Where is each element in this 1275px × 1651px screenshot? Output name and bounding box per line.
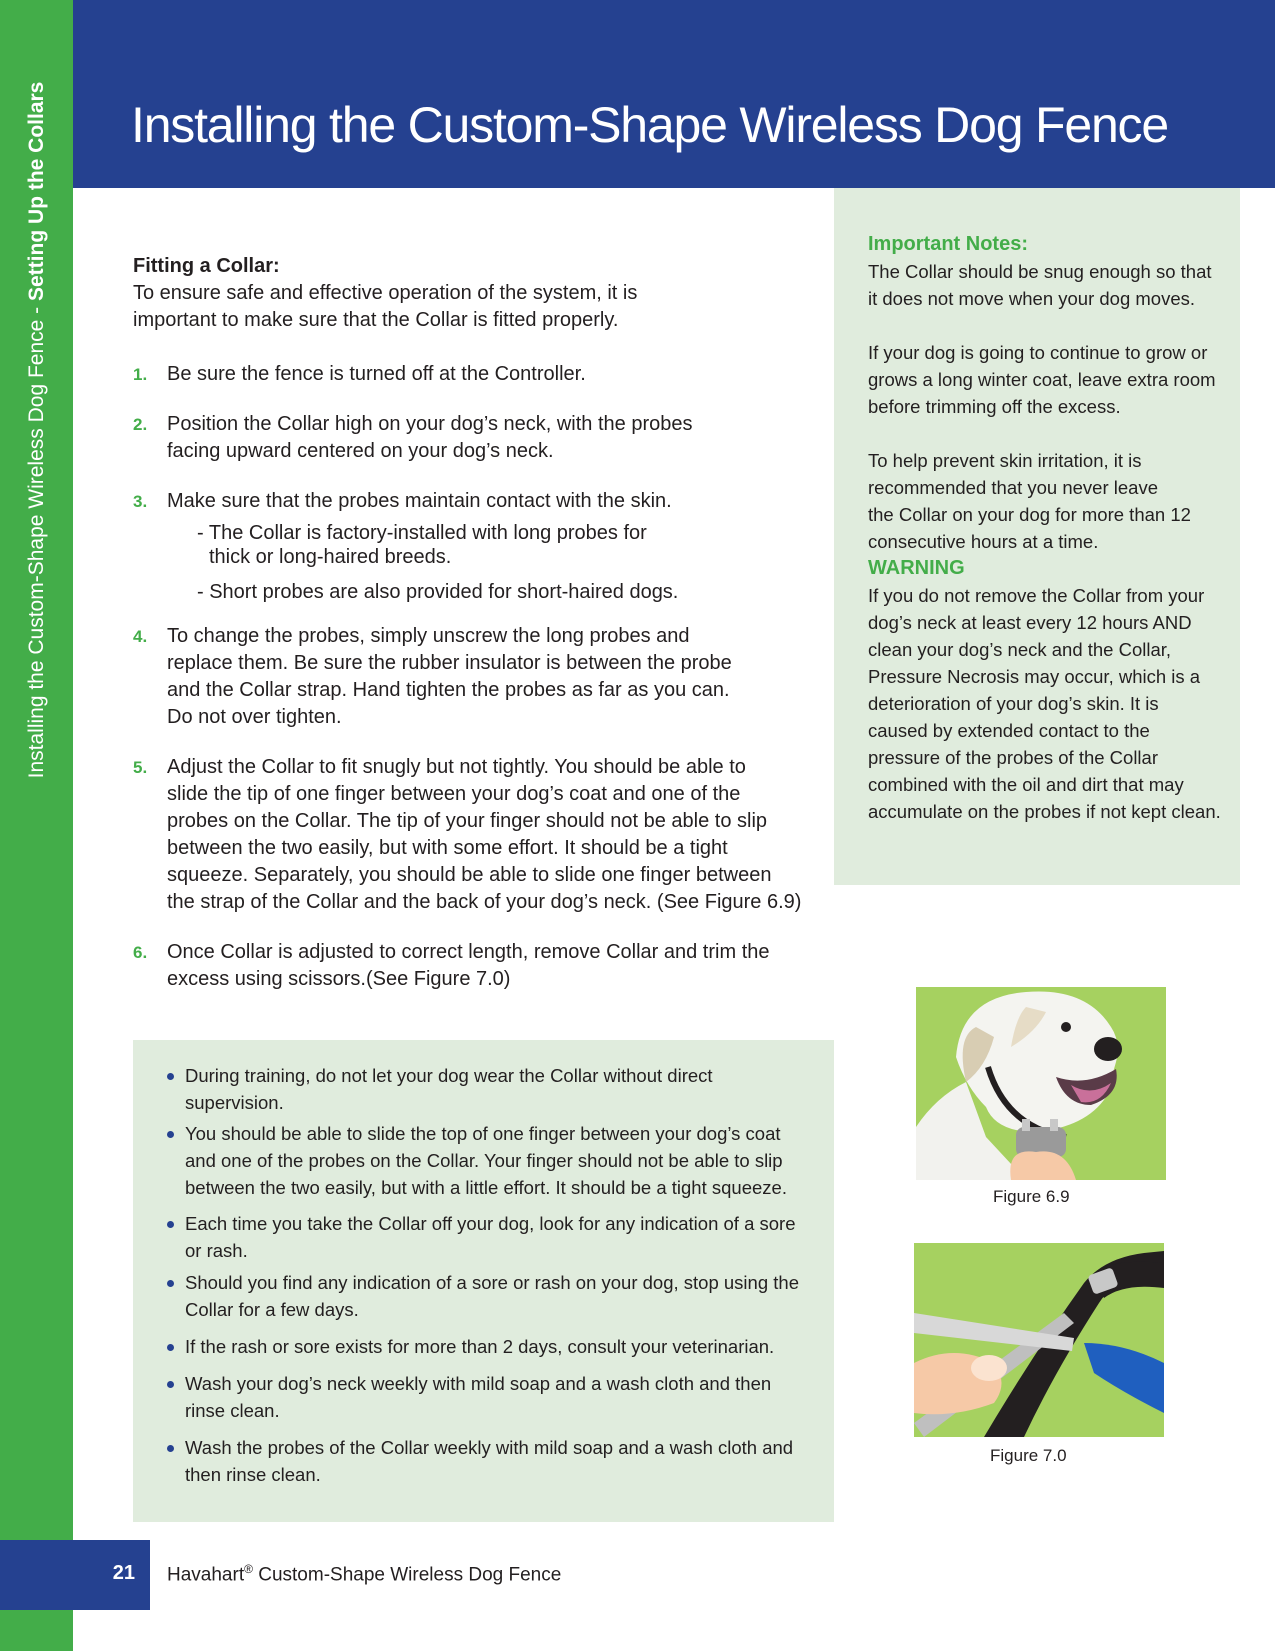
figure-7-0-caption: Figure 7.0 bbox=[990, 1446, 1067, 1465]
list-item: You should be able to slide the top of one finger between your dog’s coat and one of the probes on the Collar. Your finger should not be able to slip between the two easily, but with a little effort. It should be a tight squeeze. bbox=[164, 1120, 804, 1201]
step-1: 1. Be sure the fence is turned off at the Controller. bbox=[133, 361, 833, 388]
figure-dog-collar-image bbox=[916, 987, 1166, 1180]
step-number: 5. bbox=[133, 758, 148, 777]
figure-6-9-caption: Figure 6.9 bbox=[993, 1187, 1070, 1206]
page-title: Installing the Custom-Shape Wireless Dog Fence bbox=[131, 97, 1168, 153]
step-3-note-short: - Short probes are also provided for short-haired dogs. bbox=[197, 581, 679, 603]
intro-text: To ensure safe and effective operation of the system, it is important to make sure that the Collar is fitted properly. bbox=[133, 282, 638, 331]
list-item: If the rash or sore exists for more than 2 days, consult your veterinarian. bbox=[164, 1333, 804, 1360]
side-bar bbox=[0, 0, 73, 1651]
step-number: 3. bbox=[133, 492, 148, 511]
step-number: 6. bbox=[133, 943, 148, 962]
care-tips-list bbox=[164, 1062, 804, 1488]
page-number: 21 bbox=[112, 1562, 135, 1584]
list-item: Should you find any indication of a sore or rash on your dog, stop using the Collar for a few days. bbox=[164, 1269, 804, 1323]
section-heading: Fitting a Collar: bbox=[133, 255, 280, 277]
important-notes-title: Important Notes: bbox=[868, 233, 1028, 255]
step-number: 1. bbox=[133, 365, 148, 384]
page-number-badge bbox=[0, 1540, 150, 1610]
list-item: Wash the probes of the Collar weekly with mild soap and a wash cloth and then rinse clean. bbox=[164, 1434, 804, 1488]
step-number: 4. bbox=[133, 627, 148, 646]
step-4: 4. To change the probes, simply unscrew the long probes and replace them. Be sure the rubber insulator is between the probe and the Collar strap. Hand tighten the probes as far as you can. Do not over tighten. bbox=[133, 625, 732, 728]
step-5: 5. Adjust the Collar to fit snugly but not tightly. You should be able to slide the tip of one finger between your dog’s coat and one of the probes on the Collar. The tip of your finger should not be able to slip between the two easily, but with some effort. It should be a tight squeeze. Separately, you should be able to slide one finger between the strap of the Collar and the back of your dog’s neck. (See Figure 6.9) bbox=[133, 756, 802, 913]
note-paragraph: The Collar should be snug enough so that it does not move when your dog moves. bbox=[868, 261, 1212, 309]
list-item: During training, do not let your dog wear the Collar without direct supervision. bbox=[164, 1062, 804, 1116]
warning-text: If you do not remove the Collar from your dog’s neck at least every 12 hours AND clean your dog’s neck and the Collar, Pressure Necrosis may occur, which is a deterioration of your dog’s skin. It is caused by extended contact to the pressure of the probes of the Collar combined with the oil and dirt that may accumulate on the probes if not kept clean. bbox=[868, 585, 1221, 822]
main-content bbox=[133, 253, 833, 993]
footer-text: Havahart® Custom-Shape Wireless Dog Fence bbox=[167, 1562, 562, 1586]
important-notes-box bbox=[834, 188, 1240, 885]
page-header bbox=[73, 0, 1275, 188]
step-2: 2. Position the Collar high on your dog’s neck, with the probes facing upward centered on your dog’s neck. bbox=[133, 413, 693, 462]
step-number: 2. bbox=[133, 415, 148, 434]
step-3-note-long: - The Collar is factory-installed with long probes for thick or long-haired breeds. bbox=[197, 522, 647, 568]
side-section-label: Installing the Custom-Shape Wireless Dog Fence - Setting Up the Collars bbox=[25, 81, 48, 779]
warning-title: WARNING bbox=[868, 557, 965, 579]
figure-trim-collar-image bbox=[914, 1243, 1164, 1437]
step-3: 3. Make sure that the probes maintain contact with the skin. bbox=[133, 488, 833, 515]
list-item: Wash your dog’s neck weekly with mild soap and a wash cloth and then rinse clean. bbox=[164, 1370, 804, 1424]
care-tips-box bbox=[133, 1040, 834, 1522]
note-paragraph: To help prevent skin irritation, it is recommended that you never leave the Collar on your dog for more than 12 consecutive hours at a time. bbox=[868, 450, 1191, 552]
note-paragraph: If your dog is going to continue to grow or grows a long winter coat, leave extra room before trimming off the excess. bbox=[868, 342, 1216, 417]
list-item: Each time you take the Collar off your dog, look for any indication of a sore or rash. bbox=[164, 1210, 804, 1264]
step-6: 6. Once Collar is adjusted to correct length, remove Collar and trim the excess using scissors.(See Figure 7.0) bbox=[133, 941, 770, 990]
